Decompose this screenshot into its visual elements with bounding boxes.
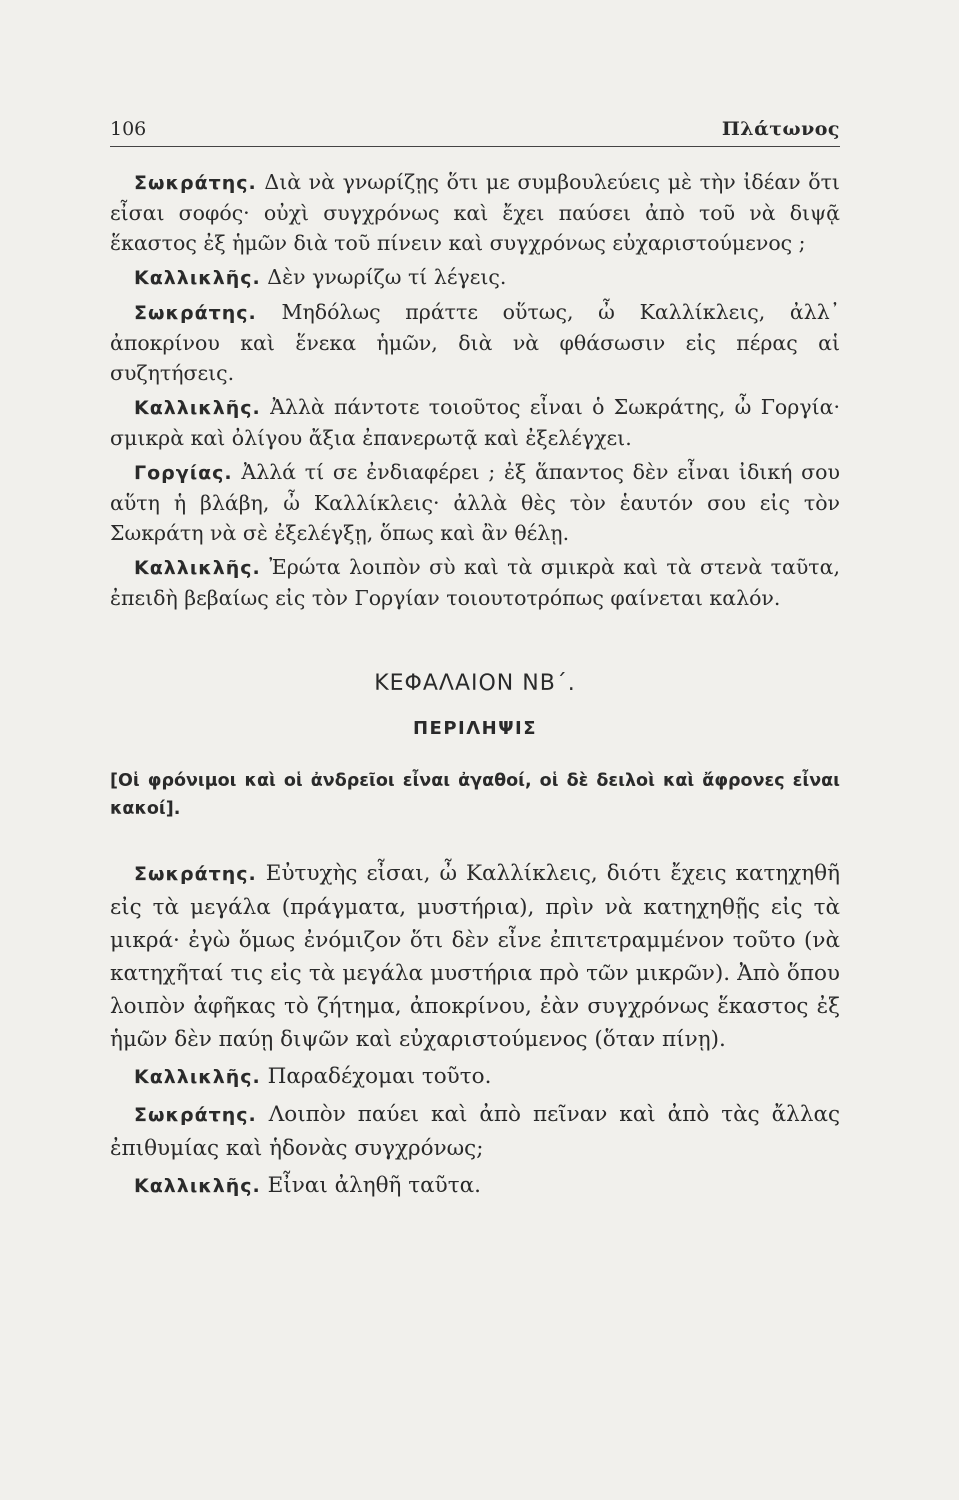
speech-text: Παραδέχομαι τοῦτο. xyxy=(267,1064,492,1089)
page-number: 106 xyxy=(110,118,147,140)
speech-text: Ἀλλά τί σε ἐνδιαφέρει ; ἐξ ἅπαντος δὲν εἶναι ἰδική σου αὕτη ἡ βλάβη, ὦ Καλλίκλεις· ἀλλὰ θὲς τὸν ἑαυτόν σου εἰς τὸν Σωκράτη νὰ σὲ ἐξελέγξῃ, ὅπως καὶ ἂν θέλῃ. xyxy=(110,460,840,545)
dialogue-paragraph xyxy=(110,392,840,453)
page-header xyxy=(110,118,840,147)
speaker-name: Σωκράτης. xyxy=(134,302,257,324)
chapter-summary: [Οἱ φρόνιμοι καὶ οἱ ἀνδρεῖοι εἶναι ἀγαθοί, οἱ δὲ δειλοὶ καὶ ἄφρονες εἶναι κακοί]. xyxy=(110,771,840,819)
speech-text: Διὰ νὰ γνωρίζῃς ὅτι με συμβουλεύεις μὲ τὴν ἰδέαν ὅτι εἶσαι σοφός· οὐχὶ συγχρόνως καὶ ἔχει παύσει ἀπὸ τοῦ νὰ διψᾷ ἕκαστος ἐξ ἡμῶν διὰ τοῦ πίνειν καὶ συγχρόνως εὐχαριστούμενος ; xyxy=(110,170,840,255)
speech-text: Μηδόλως πράττε οὕτως, ὦ Καλλίκλεις, ἀλλ᾽ ἀποκρίνου καὶ ἕνεκα ἡμῶν, διὰ νὰ φθάσωσιν εἰς πέρας αἱ συζητήσεις. xyxy=(110,300,840,385)
dialogue-paragraph xyxy=(110,552,840,613)
speech-text: Ἀλλὰ πάντοτε τοιοῦτος εἶναι ὁ Σωκράτης, ὦ Γοργία· σμικρὰ καὶ ὀλίγου ἄξια ἐπανερωτᾷ καὶ ἐξελέγχει. xyxy=(110,395,840,450)
dialogue-paragraph xyxy=(110,297,840,388)
chapter-subtitle: ΠΕΡΙΛΗΨΙΣ xyxy=(412,718,538,739)
dialogue-paragraph xyxy=(110,1098,840,1165)
speaker-name: Σωκράτης. xyxy=(134,863,257,885)
book-page xyxy=(110,118,840,1207)
speech-text: Εἶναι ἀληθῆ ταῦτα. xyxy=(267,1173,482,1198)
speaker-name: Σωκράτης. xyxy=(134,172,257,194)
speaker-name: Καλλικλῆς. xyxy=(134,267,261,289)
dialogue-bottom xyxy=(110,857,840,1203)
dialogue-paragraph xyxy=(110,457,840,548)
speaker-name: Γοργίας. xyxy=(134,462,233,484)
speaker-name: Καλλικλῆς. xyxy=(134,557,261,579)
chapter-title: ΚΕΦΑΛΑΙΟΝ ΝΒ΄. xyxy=(374,671,576,696)
speech-text: Λοιπὸν παύει καὶ ἀπὸ πεῖναν καὶ ἀπὸ τὰς ἄλλας ἐπιθυμίας καὶ ἡδονὰς συγχρόνως; xyxy=(110,1102,840,1161)
dialogue-paragraph xyxy=(110,262,840,293)
speaker-name: Σωκράτης. xyxy=(134,1104,257,1126)
dialogue-paragraph xyxy=(110,1169,840,1203)
speech-text: Εὐτυχὴς εἶσαι, ὦ Καλλίκλεις, διότι ἔχεις κατηχηθῆ εἰς τὰ μεγάλα (πράγματα, μυστήρια), πρὶν νὰ κατηχηθῇς εἰς τὰ μικρά· ἐγὼ ὅμως ἐνόμιζον ὅτι δὲν εἶνε ἐπιτετραμμένον τοῦτο (νὰ κατηχῆταί τις εἰς τὰ μεγάλα μυστήρια πρὸ τῶν μικρῶν). Ἀπὸ ὅπου λοιπὸν ἀφῆκας τὸ ζήτημα, ἀποκρίνου, ἐὰν συγχρόνως ἕκαστος ἐξ ἡμῶν δὲν παύῃ διψῶν καὶ εὐχαριστούμενος (ὅταν πίνῃ). xyxy=(110,861,840,1052)
dialogue-paragraph xyxy=(110,167,840,258)
speaker-name: Καλλικλῆς. xyxy=(134,1175,261,1197)
speaker-name: Καλλικλῆς. xyxy=(134,397,261,419)
dialogue-paragraph xyxy=(110,857,840,1056)
running-head: Πλάτωνος xyxy=(721,118,840,140)
dialogue-top xyxy=(110,167,840,613)
speech-text: Δὲν γνωρίζω τί λέγεις. xyxy=(267,265,507,289)
dialogue-paragraph xyxy=(110,1060,840,1094)
speaker-name: Καλλικλῆς. xyxy=(134,1066,261,1088)
speech-text: Ἐρώτα λοιπὸν σὺ καὶ τὰ σμικρὰ καὶ τὰ στενὰ ταῦτα, ἐπειδὴ βεβαίως εἰς τὸν Γοργίαν τοιουτοτρόπως φαίνεται καλόν. xyxy=(110,555,840,610)
